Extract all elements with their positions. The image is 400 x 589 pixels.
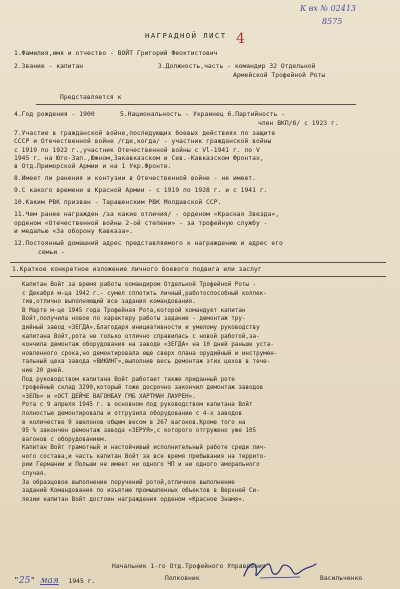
field-nationality: 5.Национальность - Украинец 6.Партийность - [120,111,286,118]
text-line: семьи - [38,248,65,256]
red-pencil-mark: 4 [236,31,245,47]
text-line: капитана Войт,рота не только отлично справилась с новой работой,за- [22,333,260,340]
text-line: «ЗЕЛЬ» и «ОСТ ДЕЙЧЕ ВАГОНБАУ ГМБ ХАРТМАН ЛАУРЕН». [22,393,196,400]
text-line: ного состава,и часть капитан Войт за все время пребывания на террито- [22,453,267,460]
signer-name: Васильченко [320,575,363,582]
text-line: лезии капитан Войт достоин награждения орденом «Красное Знамя». [22,496,246,503]
text-line: рии Германии и Польши не имеет ни одного ЧП и ни одного аморального [22,462,260,469]
merit-description [22,281,382,504]
text-line: Под руководством капитана Войт работает также приданный роте [22,376,235,383]
text-line: СССР и Отечественной войне /где,когда/ - участник гражданской войны [14,138,272,146]
field-birth-year: 4.Год рождения - 1900 [14,111,95,118]
section-divider [10,262,386,263]
field-home-address [14,240,283,257]
field-party: член ВКП/б/ с 1923 г. [258,120,339,127]
text-line: в количестве 9 эшелонов общим весом в 267 вагонов.Кроме того на [22,419,246,426]
text-line: полностью демонтировала и отгрузила оборудование с 4-х заводов [22,410,242,417]
text-line: орденом «Отечественной войны 2-ой степени» - за трофейную службу - [14,219,268,227]
field-rank: 2.Звание - капитан [14,63,84,70]
text-line: Капитан Войт за время работы командиром Отдельной Трофейной Роты - [22,282,257,288]
field-wounds: 8.Имеет ли ранения и контузии в Отечественной войне - не имеет. [14,175,256,182]
field-army-service: 9.С какого времени в Красной Армии - с 1919 по 1928 г. и с 1941 г. [14,187,268,194]
text-line: дийный завод «ЗЕГДА».Благодаря инициативности и умелому руководству [22,324,260,331]
text-line: 95 % закончен демонтаж завода «ЗЕРУЯ»,с которого отгружено уже 105 [22,428,257,435]
text-line: новленного срока,но демонтировала еще сверх плана орудийный и инструмен- [22,350,278,357]
document-title: НАГРАДНОЙ ЛИСТ [145,31,227,40]
signer-position: Начальник 1-го Отд.Трофейного Управления [112,563,266,570]
text-line: 12.Постоянный домашний адрес представляемого к награждению и адрес его [14,240,283,247]
text-line: и медалью «За оборону Кавказа». [14,228,134,235]
section-header: 1.Краткое конкретное изложение личного боевого подвига или заслуг [12,266,262,273]
date-year: 1945 г. [68,578,96,585]
archive-number: 8575 [322,17,343,26]
field-position: 3.Должность,часть - командир 32 Отдельной [158,63,316,70]
text-line: с Декабря м-ца 1942 г.- сумел сплотить личный,работоспособный коллек- [22,290,267,297]
text-line: 7.Участие в гражданской войне,последующих боевых действиях по защите [14,130,276,137]
text-line: трофейный склад 3290,который тоже досрочно закончил демонтаж заводов [22,385,264,392]
field-presented: Представляется к [60,94,122,101]
text-line: За образцовое выполнение поручений ротой,отличное выполнение [22,479,235,486]
text-line: Рота с 9 апреля 1945 г. в основном под руководством капитана Войт [22,402,253,409]
text-line: Войт,получила новое по характеру работы задание - демонтаж тру- [22,316,246,323]
section-divider [10,276,386,277]
signing-date: "25" мая 1945 г. [14,576,96,586]
text-line: ние 20 дней. [22,367,65,374]
text-line: 11.Чем ранее награжден /за какие отличия/ - орденом «Красная Звезда», [14,211,280,218]
text-line: Капитан Войт грамотный и настойчивый исполнительный работе среди лич- [22,445,267,452]
text-line: вагонов с оборудованием. [22,436,108,443]
text-line: тальный цеха завода «ВИКИНГ»,выполнив весь демонтаж этих цехов в тече- [22,359,271,366]
archive-stamp: К вх № 02413 [300,4,357,13]
text-line: заданий Командования по изъятию промышленных объектов в Верхней Си- [22,488,260,495]
text-line: в Отд.Приморской Армии и на 1 Укр.Фронте. [14,163,172,171]
signature [240,556,320,582]
field-war-participation [14,130,275,171]
text-line: тив,отлично выполняющий все задания командования. [22,299,196,306]
text-line: случая. [22,471,47,478]
field-previous-awards [14,211,279,237]
field-name: 1.Фамилия,имя и отчество - ВОЙТ Григорий Феоктистович [14,50,218,57]
field-conscription: 10.Каким РВК призван - Тарашенским РВК Молдавской ССР. [14,199,222,206]
text-line: кончила демонтаж оборудования на заводе «ЗЕГДА» на 10 дней раньше уста- [22,342,274,349]
text-line: 1945 г. на Юго-Зап.,Южном,Закавказском и Сев.-Кавказском Фронтах, [14,154,264,162]
date-day: 25 [18,576,31,586]
date-month: мая [40,576,59,586]
divider [36,104,356,105]
signer-rank: Полковник [165,575,200,582]
text-line: В Марте м-це 1945 года Трофейная Рота,которой командует капитан [22,307,246,314]
field-position-unit: Армейской Трофейной Роты [233,72,326,79]
text-line: с 1919 по 1922 г.,участник Отечественной войны с Vl-1941 г. по V [14,146,260,154]
